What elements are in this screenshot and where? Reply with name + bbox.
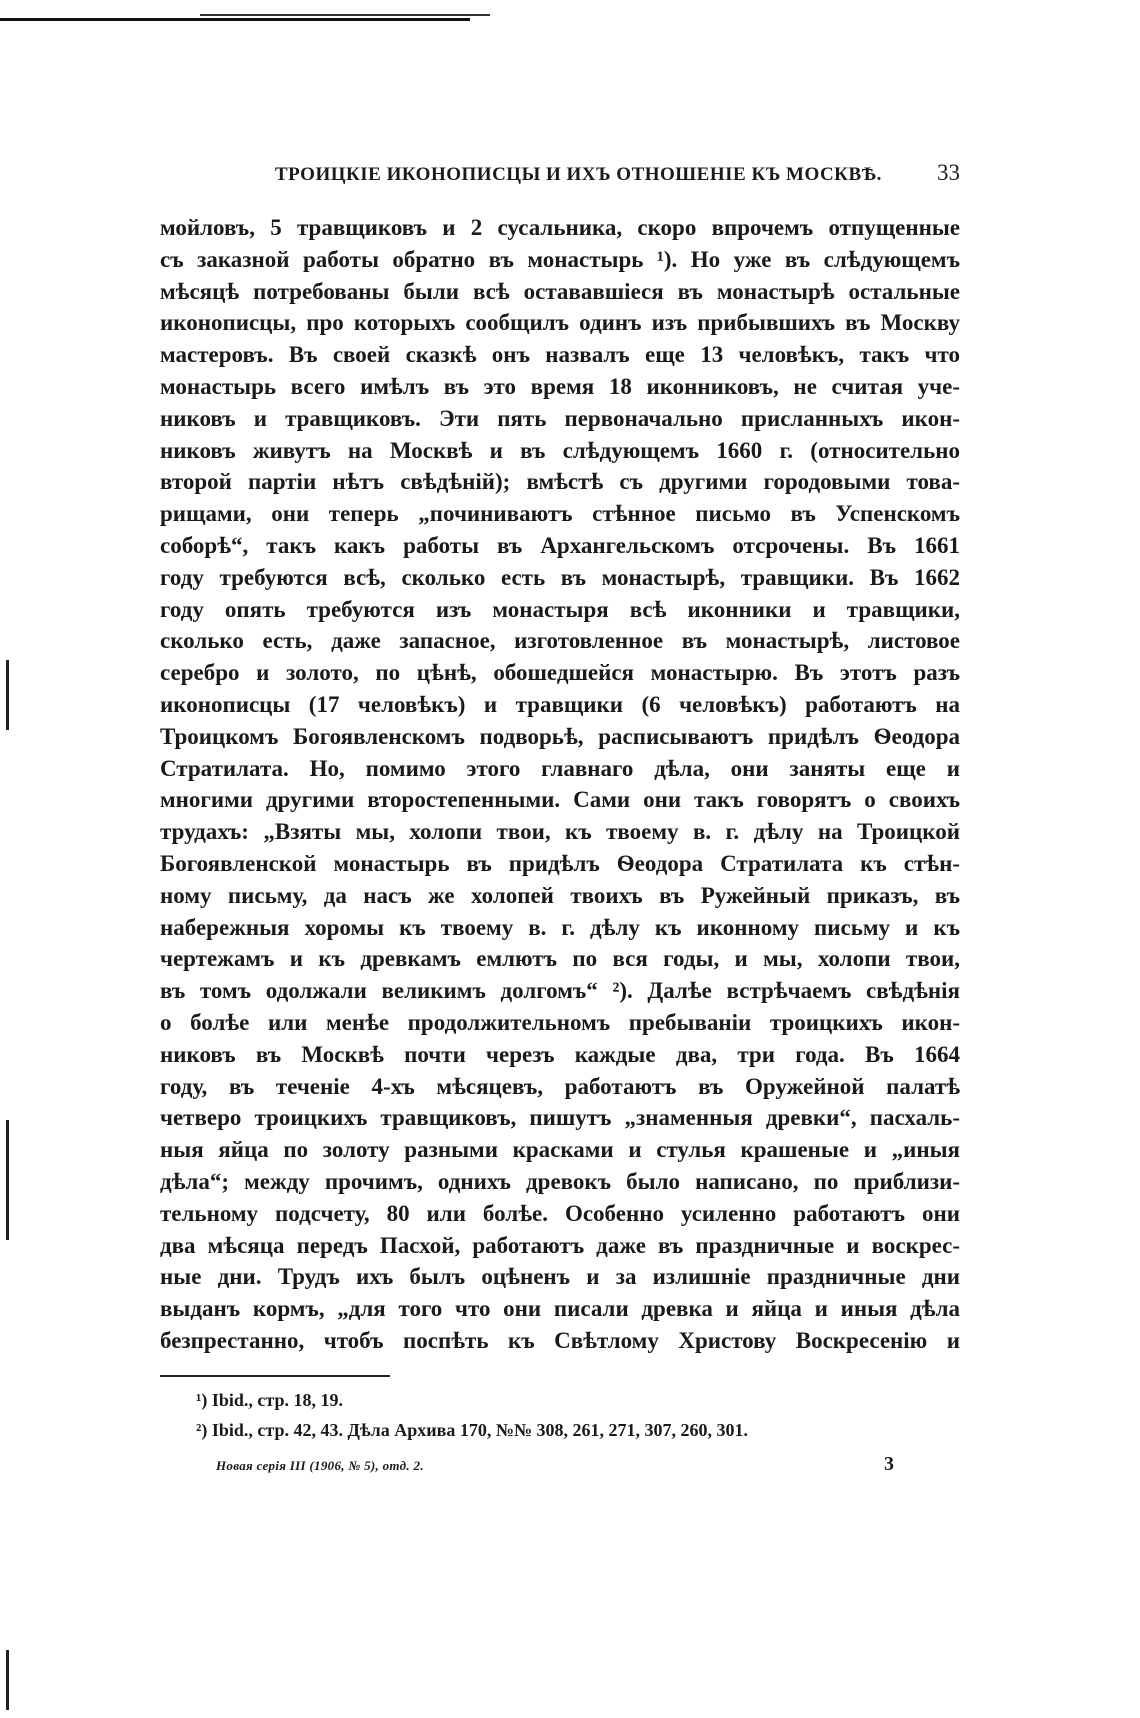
scan-artifact-rule [0,18,470,21]
scan-margin-mark [6,1120,9,1240]
text-line: въ томъ одолжали великимъ долгомъ“ ²). Далѣе встрѣчаемъ свѣдѣнія [160,978,960,1004]
text-line: иконописцы (17 человѣкъ) и травщики (6 человѣкъ) работаютъ на [160,691,960,717]
running-head [160,160,960,200]
printer-signature [160,1453,960,1476]
page-number: 33 [937,160,960,185]
text-line: второй партіи нѣтъ свѣдѣній); вмѣстѣ съ другими городовыми това- [160,469,960,495]
running-title: ТРОИЦКІЕ ИКОНОПИСЦЫ И ИХЪ ОТНОШЕНІЕ КЪ МОСКВѢ. [275,164,882,185]
book-page [160,160,960,1476]
footnotes [160,1385,960,1445]
scan-margin-mark [6,1650,9,1710]
text-line: мѣсяцѣ потребованы были всѣ остававшіеся въ монастырѣ остальные [160,278,960,304]
footnote: ²) Ibid., стр. 42, 43. Дѣла Архива 170, №№ 308, 261, 271, 307, 260, 301. [196,1419,749,1440]
text-line: трудахъ: „Взяты мы, холопи твои, къ твоему в. г. дѣлу на Троицкой [160,819,960,845]
text-line: тельному подсчету, 80 или болѣе. Особенно усиленно работаютъ они [160,1200,960,1226]
text-line: никовъ въ Москвѣ почти черезъ каждые два, три года. Въ 1664 [160,1041,960,1067]
text-line: чертежамъ и къ древкамъ емлютъ по вся годы, и мы, холопи твои, [160,946,960,972]
signature-number: 3 [884,1452,894,1475]
text-line: дѣла“; между прочимъ, однихъ древокъ было написано, по приблизи- [160,1168,960,1194]
text-line: Троицкомъ Богоявленскомъ подворьѣ, расписываютъ придѣлъ Ѳеодора [160,723,960,749]
text-line: о болѣе или менѣе продолжительномъ пребываніи троицкихъ икон- [160,1009,960,1035]
text-line: Богоявленской монастырь въ придѣлъ Ѳеодора Стратилата къ стѣн- [160,850,960,876]
text-line: году опять требуются изъ монастыря всѣ иконники и травщики, [160,596,960,622]
text-line: году требуются всѣ, сколько есть въ монастырѣ, травщики. Въ 1662 [160,564,960,590]
text-line: два мѣсяца передъ Пасхой, работаютъ даже въ праздничные и воскрес- [160,1232,960,1258]
text-line: никовъ живутъ на Москвѣ и въ слѣдующемъ 1660 г. (относительно [160,437,960,463]
scan-artifact-rule [200,14,490,16]
signature-text: Новая серія III (1906, № 5), отд. 2. [216,1457,424,1473]
text-line: безпрестанно, чтобъ поспѣть къ Свѣтлому Христову Воскресенію и [160,1327,960,1353]
text-line: ные дни. Трудъ ихъ былъ оцѣненъ и за излишніе праздничные дни [160,1264,960,1290]
text-line: серебро и золото, по цѣнѣ, обошедшейся монастырю. Въ этотъ разъ [160,660,960,686]
text-line: никовъ и травщиковъ. Эти пять первоначально присланныхъ икон- [160,405,960,431]
text-line: иконописцы, про которыхъ сообщилъ одинъ изъ прибывшихъ въ Москву [160,310,960,336]
text-line: многими другими второстепенными. Сами они такъ говорятъ о своихъ [160,787,960,813]
text-line: набережныя хоромы къ твоему в. г. дѣлу къ иконному письму и къ [160,914,960,940]
text-line: съ заказной работы обратно въ монастырь ¹). Но уже въ слѣдующемъ [160,246,960,272]
footnote-divider [160,1375,390,1377]
footnote: ¹) Ibid., стр. 18, 19. [196,1389,343,1410]
text-line: ныя яйца по золоту разными красками и стулья крашеные и „иныя [160,1137,960,1163]
body-text [160,212,960,1357]
text-line: году, въ теченіе 4-хъ мѣсяцевъ, работаютъ въ Оружейной палатѣ [160,1073,960,1099]
text-line: монастырь всего имѣлъ въ это время 18 иконниковъ, не считая уче- [160,373,960,399]
text-line: сколько есть, даже запасное, изготовленное въ монастырѣ, листовое [160,628,960,654]
text-line: выданъ кормъ, „для того что они писали древка и яйца и иныя дѣла [160,1296,960,1322]
text-line: мастеровъ. Въ своей сказкѣ онъ назвалъ еще 13 человѣкъ, такъ что [160,342,960,368]
text-line: мойловъ, 5 травщиковъ и 2 сусальника, скоро впрочемъ отпущенные [160,215,960,240]
text-line: соборѣ“, такъ какъ работы въ Архангельскомъ отсрочены. Въ 1661 [160,532,960,558]
text-line: четверо троицкихъ травщиковъ, пишутъ „знаменныя древки“, пасхаль- [160,1105,960,1131]
text-line: рищами, они теперь „починиваютъ стѣнное письмо въ Успенскомъ [160,501,960,527]
text-line: Стратилата. Но, помимо этого главнаго дѣла, они заняты еще и [160,755,960,781]
scan-margin-mark [6,660,9,730]
text-line: ному письму, да насъ же холопей твоихъ въ Ружейный приказъ, въ [160,882,960,908]
